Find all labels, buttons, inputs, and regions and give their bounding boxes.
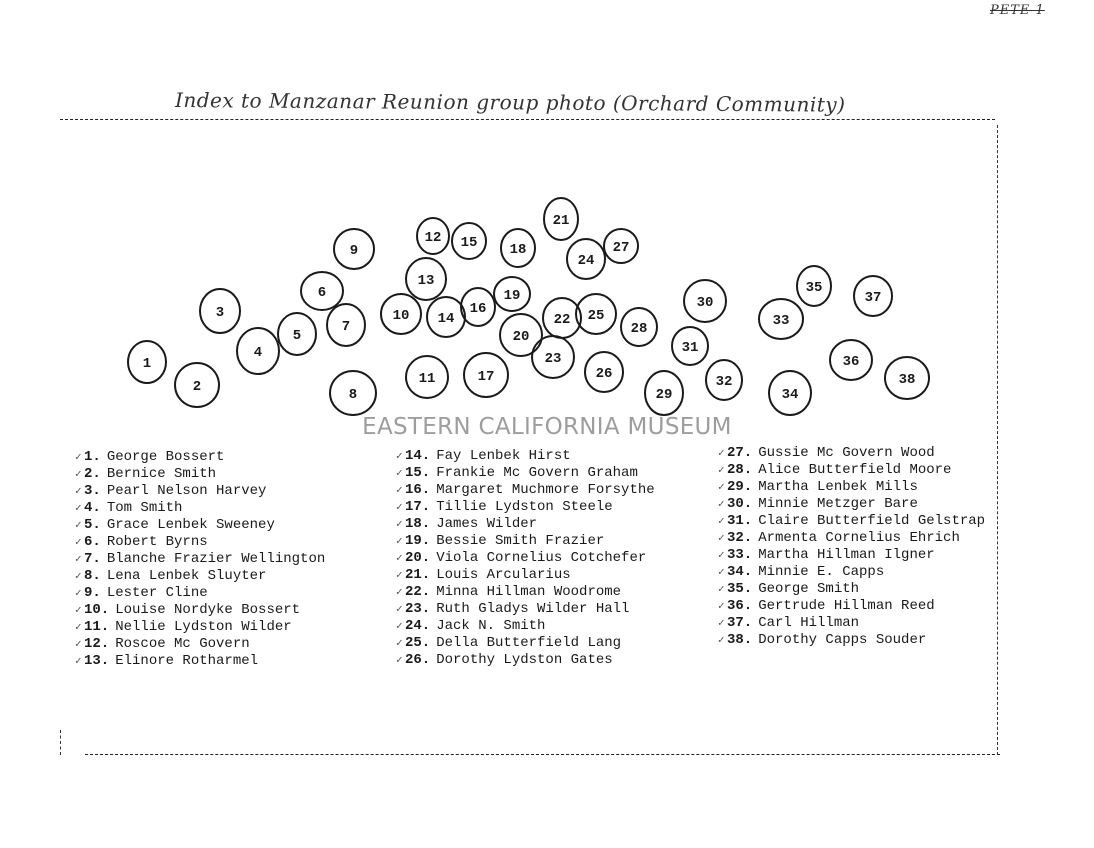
person-number: 20 (512, 329, 530, 345)
entry-name: Fay Lenbek Hirst (436, 448, 571, 464)
person-marker (327, 304, 365, 346)
person-marker (684, 280, 726, 322)
person-marker (381, 294, 421, 334)
index-entry (75, 653, 325, 670)
person-marker (334, 229, 374, 269)
index-entry (396, 533, 655, 550)
index-entry (75, 449, 325, 466)
check-mark-icon: ✓ (75, 469, 82, 481)
entry-number: 13. (84, 653, 110, 669)
entry-name: Frankie Mc Govern Graham (436, 465, 638, 481)
entry-number: 21. (405, 567, 431, 583)
person-marker (567, 239, 605, 279)
person-number: 38 (898, 372, 916, 388)
person-marker (759, 299, 803, 339)
person-marker (200, 289, 240, 333)
check-mark-icon: ✓ (396, 502, 403, 514)
person-number: 8 (348, 387, 358, 403)
entry-number: 35. (727, 581, 753, 597)
check-mark-icon: ✓ (718, 465, 725, 477)
person-marker (885, 357, 929, 399)
index-entry (396, 550, 655, 567)
entry-number: 19. (405, 533, 431, 549)
entry-name: Dorothy Lydston Gates (436, 652, 613, 668)
index-entry (396, 652, 655, 669)
person-number: 24 (577, 253, 595, 269)
check-mark-icon: ✓ (718, 516, 725, 528)
check-mark-icon: ✓ (75, 452, 82, 464)
entry-number: 36. (727, 598, 753, 614)
check-mark-icon: ✓ (396, 621, 403, 633)
index-column-1 (75, 449, 325, 670)
person-number: 2 (192, 379, 202, 395)
entry-number: 28. (727, 462, 753, 478)
person-marker (237, 328, 279, 374)
check-mark-icon: ✓ (396, 485, 403, 497)
entry-number: 15. (405, 465, 431, 481)
entry-name: Minna Hillman Woodrome (436, 584, 622, 600)
person-marker (854, 276, 892, 316)
index-entry (396, 618, 655, 635)
index-entry (75, 636, 325, 653)
person-number: 15 (460, 235, 478, 251)
entry-name: Viola Cornelius Cotchefer (436, 550, 647, 566)
person-marker (576, 294, 616, 334)
entry-number: 23. (405, 601, 431, 617)
index-entry (718, 479, 985, 496)
person-number: 18 (509, 242, 527, 258)
check-mark-icon: ✓ (718, 601, 725, 613)
entry-name: Pearl Nelson Harvey (106, 483, 267, 499)
entry-name: Minnie Metzger Bare (758, 496, 918, 512)
entry-number: 30. (727, 496, 753, 512)
person-marker (543, 298, 581, 338)
entry-number: 11. (84, 619, 110, 635)
check-mark-icon: ✓ (75, 605, 82, 617)
index-entry (396, 448, 655, 465)
person-marker (128, 341, 166, 383)
person-number: 1 (142, 356, 152, 372)
entry-name: Robert Byrns (106, 534, 208, 550)
person-number: 11 (418, 371, 436, 387)
entry-name: Minnie E. Capps (758, 564, 885, 580)
person-number: 27 (612, 240, 630, 256)
entry-name: Martha Hillman Ilgner (758, 547, 935, 563)
entry-number: 27. (727, 445, 753, 461)
person-marker (464, 353, 508, 397)
check-mark-icon: ✓ (75, 503, 82, 515)
index-entry (396, 567, 655, 584)
check-mark-icon: ✓ (718, 550, 725, 562)
entry-number: 9. (84, 585, 101, 601)
index-entry (75, 602, 325, 619)
entry-number: 7. (84, 551, 101, 567)
entry-number: 26. (405, 652, 431, 668)
entry-name: Jack N. Smith (436, 618, 546, 634)
check-mark-icon: ✓ (718, 635, 725, 647)
person-number: 35 (805, 280, 823, 296)
entry-name: Gussie Mc Govern Wood (758, 445, 935, 461)
person-marker (301, 272, 343, 310)
index-entry (75, 500, 325, 517)
entry-name: Bessie Smith Frazier (436, 533, 605, 549)
person-marker (427, 297, 465, 337)
entry-name: Lester Cline (106, 585, 208, 601)
person-number: 23 (544, 351, 562, 367)
entry-name: Dorothy Capps Souder (758, 632, 927, 648)
person-number: 34 (781, 387, 799, 403)
index-column-2 (396, 448, 655, 669)
index-entry (718, 445, 985, 462)
entry-name: Louis Arcularius (436, 567, 571, 583)
entry-name: Tillie Lydston Steele (436, 499, 613, 515)
person-number: 29 (655, 387, 673, 403)
entry-name: Della Butterfield Lang (436, 635, 622, 651)
bottom-divider (85, 754, 1000, 755)
entry-number: 6. (84, 534, 101, 550)
entry-name: Margaret Muchmore Forsythe (436, 482, 655, 498)
index-entry (75, 551, 325, 568)
person-marker (769, 371, 811, 415)
person-number: 10 (392, 308, 410, 324)
check-mark-icon: ✓ (75, 486, 82, 498)
person-marker (830, 340, 872, 380)
entry-number: 24. (405, 618, 431, 634)
person-number: 25 (587, 308, 605, 324)
entry-name: Elinore Rotharmel (115, 653, 259, 669)
index-entry (718, 564, 985, 581)
entry-number: 20. (405, 550, 431, 566)
person-marker (278, 313, 316, 355)
entry-name: Lena Lenbek Sluyter (106, 568, 267, 584)
entry-name: George Bossert (106, 449, 225, 465)
check-mark-icon: ✓ (396, 638, 403, 650)
museum-watermark: EASTERN CALIFORNIA MUSEUM (362, 414, 732, 440)
person-number: 26 (595, 366, 613, 382)
check-mark-icon: ✓ (718, 499, 725, 511)
person-number: 17 (477, 369, 495, 385)
index-entry (75, 619, 325, 636)
index-entry (718, 547, 985, 564)
entry-name: Tom Smith (106, 500, 183, 516)
entry-name: George Smith (758, 581, 860, 597)
index-entry (75, 483, 325, 500)
person-marker (645, 371, 683, 415)
person-number: 4 (253, 345, 263, 361)
index-entry (396, 482, 655, 499)
entry-number: 16. (405, 482, 431, 498)
check-mark-icon: ✓ (718, 584, 725, 596)
check-mark-icon: ✓ (396, 468, 403, 480)
entry-number: 14. (405, 448, 431, 464)
index-entry (75, 466, 325, 483)
person-marker (706, 360, 742, 400)
check-mark-icon: ✓ (718, 533, 725, 545)
check-mark-icon: ✓ (718, 448, 725, 460)
person-number: 32 (715, 374, 733, 390)
index-entry (718, 530, 985, 547)
entry-number: 10. (84, 602, 110, 618)
person-number: 9 (349, 243, 359, 259)
person-marker (797, 266, 831, 306)
check-mark-icon: ✓ (75, 656, 82, 668)
entry-name: Gertrude Hillman Reed (758, 598, 935, 614)
person-marker (452, 223, 486, 259)
person-marker (544, 198, 578, 240)
index-entry (718, 513, 985, 530)
person-number: 12 (424, 230, 442, 246)
index-entry (396, 499, 655, 516)
person-number: 36 (842, 354, 860, 370)
index-entry (75, 534, 325, 551)
check-mark-icon: ✓ (396, 655, 403, 667)
person-marker (604, 229, 638, 263)
index-entry (718, 581, 985, 598)
check-mark-icon: ✓ (75, 622, 82, 634)
check-mark-icon: ✓ (75, 537, 82, 549)
check-mark-icon: ✓ (75, 571, 82, 583)
person-marker (175, 363, 219, 407)
entry-name: Roscoe Mc Govern (115, 636, 250, 652)
index-entry (75, 517, 325, 534)
entry-name: Martha Lenbek Mills (758, 479, 918, 495)
person-marker (494, 277, 530, 311)
person-marker (501, 229, 535, 267)
index-entry (396, 635, 655, 652)
index-entry (396, 584, 655, 601)
entry-number: 37. (727, 615, 753, 631)
person-marker (330, 371, 376, 415)
check-mark-icon: ✓ (396, 570, 403, 582)
entry-name: Nellie Lydston Wilder (115, 619, 292, 635)
person-number: 6 (317, 285, 327, 301)
entry-number: 2. (84, 466, 101, 482)
check-mark-icon: ✓ (396, 553, 403, 565)
person-marker (406, 258, 446, 300)
person-number: 33 (772, 313, 790, 329)
check-mark-icon: ✓ (396, 587, 403, 599)
entry-number: 17. (405, 499, 431, 515)
check-mark-icon: ✓ (718, 482, 725, 494)
index-entry (718, 496, 985, 513)
entry-number: 22. (405, 584, 431, 600)
index-entry (718, 598, 985, 615)
check-mark-icon: ✓ (75, 554, 82, 566)
entry-number: 33. (727, 547, 753, 563)
entry-number: 5. (84, 517, 101, 533)
person-number: 16 (469, 301, 487, 317)
check-mark-icon: ✓ (718, 618, 725, 630)
check-mark-icon: ✓ (396, 536, 403, 548)
person-number: 5 (292, 328, 302, 344)
entry-number: 8. (84, 568, 101, 584)
entry-name: Blanche Frazier Wellington (106, 551, 326, 567)
left-border-mark (60, 730, 61, 755)
entry-number: 38. (727, 632, 753, 648)
entry-number: 34. (727, 564, 753, 580)
person-marker (585, 352, 623, 392)
index-entry (75, 568, 325, 585)
index-entry (396, 465, 655, 482)
person-marker (621, 308, 657, 346)
person-marker (500, 314, 542, 356)
entry-number: 1. (84, 449, 101, 465)
person-marker (532, 336, 574, 378)
index-entry (396, 516, 655, 533)
corner-note: PETE 1 (990, 3, 1045, 18)
entry-name: Claire Butterfield Gelstrap (758, 513, 986, 529)
entry-number: 25. (405, 635, 431, 651)
document-title: Index to Manzanar Reunion group photo (Orchard Community) (174, 88, 846, 117)
person-number: 14 (437, 311, 455, 327)
entry-name: Armenta Cornelius Ehrich (758, 530, 960, 546)
person-marker (672, 327, 708, 365)
check-mark-icon: ✓ (75, 639, 82, 651)
check-mark-icon: ✓ (396, 604, 403, 616)
entry-name: Alice Butterfield Moore (758, 462, 952, 478)
person-marker (417, 218, 449, 254)
person-number: 13 (417, 273, 435, 289)
entry-number: 4. (84, 500, 101, 516)
person-marker (461, 288, 495, 326)
index-entry (396, 601, 655, 618)
index-entry (718, 615, 985, 632)
index-entry (75, 585, 325, 602)
index-column-3 (718, 445, 985, 649)
index-entry (718, 632, 985, 649)
entry-name: James Wilder (436, 516, 538, 532)
entry-name: Louise Nordyke Bossert (115, 602, 301, 618)
check-mark-icon: ✓ (75, 520, 82, 532)
entry-number: 18. (405, 516, 431, 532)
entry-number: 12. (84, 636, 110, 652)
person-marker (406, 356, 448, 398)
check-mark-icon: ✓ (396, 519, 403, 531)
entry-name: Ruth Gladys Wilder Hall (436, 601, 630, 617)
person-number: 28 (630, 321, 648, 337)
index-entry (718, 462, 985, 479)
person-number: 7 (341, 319, 351, 335)
entry-name: Carl Hillman (758, 615, 860, 631)
person-number: 22 (553, 312, 571, 328)
entry-name: Bernice Smith (106, 466, 217, 482)
check-mark-icon: ✓ (396, 451, 403, 463)
person-number: 3 (215, 305, 225, 321)
person-number: 21 (552, 213, 570, 229)
entry-number: 29. (727, 479, 753, 495)
person-number: 31 (681, 340, 699, 356)
person-number: 19 (503, 288, 521, 304)
check-mark-icon: ✓ (75, 588, 82, 600)
entry-name: Grace Lenbek Sweeney (106, 517, 275, 533)
check-mark-icon: ✓ (718, 567, 725, 579)
person-number: 30 (696, 295, 714, 311)
entry-number: 32. (727, 530, 753, 546)
entry-number: 31. (727, 513, 753, 529)
person-number: 37 (864, 290, 882, 306)
entry-number: 3. (84, 483, 101, 499)
